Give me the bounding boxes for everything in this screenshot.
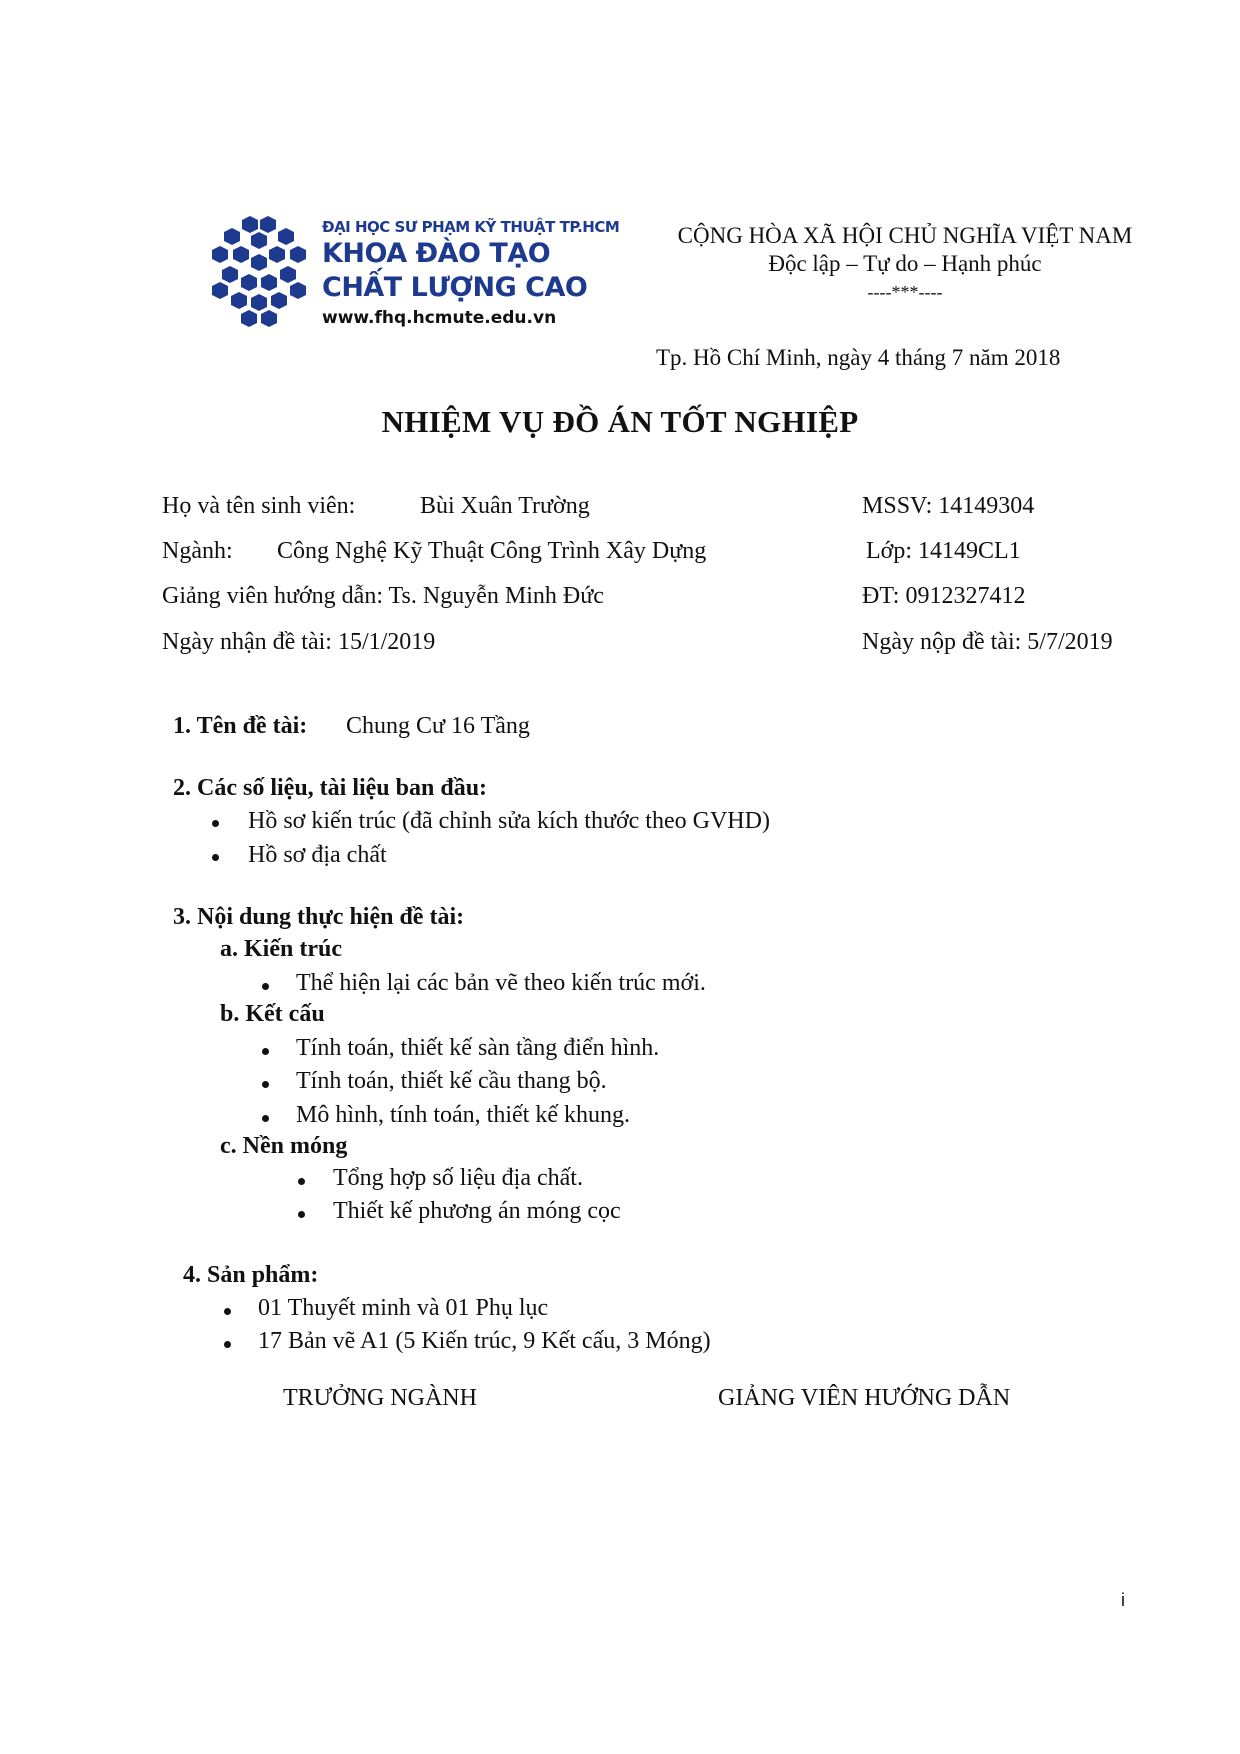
section-2-label: 2. Các số liệu, tài liệu ban đầu:	[173, 775, 488, 801]
signature-advisor: GIẢNG VIÊN HƯỚNG DẪN	[718, 1385, 1011, 1411]
date-submitted: Ngày nộp đề tài: 5/7/2019	[862, 629, 1113, 655]
bullet-icon	[262, 1115, 269, 1122]
student-name: Bùi Xuân Trường	[420, 493, 590, 519]
list-item: 17 Bản vẽ A1 (5 Kiến trúc, 9 Kết cấu, 3 Móng)	[258, 1328, 711, 1354]
bullet-icon	[212, 854, 219, 861]
subsection-structure: b. Kết cấu	[220, 1001, 325, 1027]
list-item: Tính toán, thiết kế cầu thang bộ.	[296, 1068, 607, 1094]
advisor: Giảng viên hướng dẫn: Ts. Nguyễn Minh Đức	[162, 583, 604, 609]
section-3-label: 3. Nội dung thực hiện đề tài:	[173, 904, 465, 930]
list-item: Hồ sơ địa chất	[248, 842, 387, 868]
date-received: Ngày nhận đề tài: 15/1/2019	[162, 629, 436, 655]
document-title: NHIỆM VỤ ĐỒ ÁN TỐT NGHIỆP	[381, 404, 859, 439]
signature-head-of-major: TRƯỞNG NGÀNH	[283, 1385, 477, 1411]
logo-university-name: ĐẠI HỌC SƯ PHẠM KỸ THUẬT TP.HCM	[322, 218, 620, 236]
section-1-value: Chung Cư 16 Tầng	[346, 713, 530, 739]
section-4-label: 4. Sản phẩm:	[183, 1262, 319, 1288]
class-id: Lớp: 14149CL1	[866, 538, 1021, 564]
bullet-icon	[212, 820, 219, 827]
bullet-icon	[298, 1178, 305, 1185]
logo-website: www.fhq.hcmute.edu.vn	[322, 308, 557, 328]
major-value: Công Nghệ Kỹ Thuật Công Trình Xây Dựng	[277, 538, 707, 564]
subsection-foundation: c. Nền móng	[220, 1133, 348, 1159]
logo-faculty-line1: KHOA ĐÀO TẠO	[322, 238, 551, 269]
list-item: Tổng hợp số liệu địa chất.	[333, 1165, 583, 1191]
student-label: Họ và tên sinh viên:	[162, 493, 356, 519]
bullet-icon	[298, 1211, 305, 1218]
list-item: Tính toán, thiết kế sàn tầng điển hình.	[296, 1035, 660, 1061]
list-item: Thể hiện lại các bản vẽ theo kiến trúc mới.	[296, 970, 706, 996]
subsection-architecture: a. Kiến trúc	[220, 936, 342, 962]
national-motto: Độc lập – Tự do – Hạnh phúc	[768, 251, 1042, 276]
list-item: Thiết kế phương án móng cọc	[333, 1198, 621, 1224]
faculty-logo	[212, 214, 620, 334]
header-divider: ----***----	[867, 282, 943, 302]
bullet-icon	[262, 1081, 269, 1088]
bullet-icon	[262, 1048, 269, 1055]
section-1-label: 1. Tên đề tài:	[173, 713, 308, 739]
list-item: Hồ sơ kiến trúc (đã chỉnh sửa kích thước theo GVHD)	[248, 808, 770, 834]
page-number: i	[1121, 1590, 1125, 1610]
bullet-icon	[224, 1308, 231, 1315]
advisor-phone: ĐT: 0912327412	[862, 583, 1026, 609]
hexagon-logo-icon	[212, 214, 312, 329]
logo-faculty-line2: CHẤT LƯỢNG CAO	[322, 272, 588, 303]
major-label: Ngành:	[162, 538, 233, 564]
bullet-icon	[224, 1341, 231, 1348]
list-item: 01 Thuyết minh và 01 Phụ lục	[258, 1295, 549, 1321]
student-id: MSSV: 14149304	[862, 493, 1035, 519]
national-header	[630, 222, 1180, 306]
place-date: Tp. Hồ Chí Minh, ngày 4 tháng 7 năm 2018	[656, 345, 1061, 370]
country-name: CỘNG HÒA XÃ HỘI CHỦ NGHĨA VIỆT NAM	[677, 223, 1133, 248]
bullet-icon	[262, 983, 269, 990]
list-item: Mô hình, tính toán, thiết kế khung.	[296, 1102, 630, 1128]
